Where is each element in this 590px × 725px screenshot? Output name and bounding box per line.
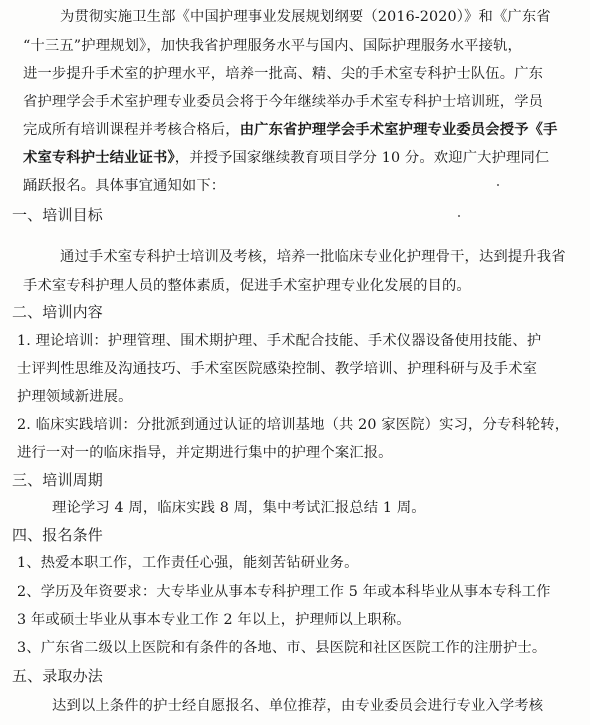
section1-line-2: 手术室专科护理人员的整体素质，促进手术室护理专业化发展的目的。 bbox=[23, 278, 471, 294]
section-heading-training-period: 三、培训周期 bbox=[12, 471, 103, 489]
intro-line-1: 为贯彻实施卫生部《中国护理事业发展规划纲要（2016-2020）》和《广东省 bbox=[60, 9, 551, 25]
section-heading-admission-method: 五、录取办法 bbox=[12, 667, 103, 685]
intro-line-6-bold: 术室专科护士结业证书》 bbox=[23, 150, 175, 166]
intro-line-2: “十三五”护理规划》，加快我省护理服务水平与国内、国际护理服务水平接轨， bbox=[23, 38, 522, 54]
scan-speck bbox=[497, 184, 499, 186]
section1-line-1: 通过手术室专科护士培训及考核，培养一批临床专业化护理骨干，达到提升我省 bbox=[60, 249, 566, 265]
intro-line-3: 进一步提升手术室的护理水平，培养一批高、精、尖的手术室专科护士队伍。广东 bbox=[23, 66, 544, 82]
intro-line-6-normal: ，并授予国家继续教育项目学分 10 分。欢迎广大护理同仁 bbox=[174, 150, 550, 166]
scan-speck bbox=[458, 215, 460, 217]
section-heading-registration-conditions: 四、报名条件 bbox=[12, 526, 103, 544]
section-heading-training-goals: 一、培训目标 bbox=[12, 206, 103, 224]
intro-line-6 bbox=[23, 148, 549, 168]
section5-line-1: 达到以上条件的护士经自愿报名、单位推荐，由专业委员会进行专业入学考核 bbox=[52, 698, 544, 714]
section2-item1-line-2: 士评判性思维及沟通技巧、手术室医院感染控制、教学培训、护理科研与及手术室 bbox=[17, 361, 538, 377]
section2-item2-line-2: 进行一对一的临床指导，并定期进行集中的护理个案汇报。 bbox=[17, 445, 393, 461]
intro-line-5 bbox=[23, 120, 558, 140]
section3-line-1: 理论学习 4 周，临床实践 8 周，集中考试汇报总结 1 周。 bbox=[52, 500, 426, 516]
section4-item2-line-2: 3 年或硕士毕业从事本专业工作 2 年以上，护理师以上职称。 bbox=[17, 612, 411, 628]
section4-item-3: 3、广东省二级以上医院和有条件的各地、市、县医院和社区医院工作的注册护士。 bbox=[17, 640, 547, 656]
intro-line-7: 踊跃报名。具体事宜通知如下： bbox=[23, 178, 226, 194]
intro-line-5-normal: 完成所有培训课程并考核合格后， bbox=[23, 122, 240, 138]
intro-line-5-bold: 由广东省护理学会手术室护理专业委员会授予《手 bbox=[239, 122, 558, 138]
section2-item2-line-1: 2. 临床实践培训：分批派到通过认证的培训基地（共 20 家医院）实习，分专科轮转， bbox=[17, 417, 570, 433]
intro-line-4: 省护理学会手术室护理专业委员会将于今年继续举办手术室专科护士培训班，学员 bbox=[23, 94, 544, 110]
section2-item1-line-3: 护理领域新进展。 bbox=[17, 389, 133, 405]
section-heading-training-content: 二、培训内容 bbox=[12, 303, 103, 321]
section4-item2-line-1: 2、学历及年资要求：大专毕业从事本专科护理工作 5 年或本科毕业从事本专科工作 bbox=[17, 584, 551, 600]
section2-item1-line-1: 1. 理论培训：护理管理、围术期护理、手术配合技能、手术仪器设备使用技能、护 bbox=[17, 333, 542, 349]
section4-item-1: 1、热爱本职工作，工作责任心强，能刻苦钻研业务。 bbox=[17, 555, 359, 571]
